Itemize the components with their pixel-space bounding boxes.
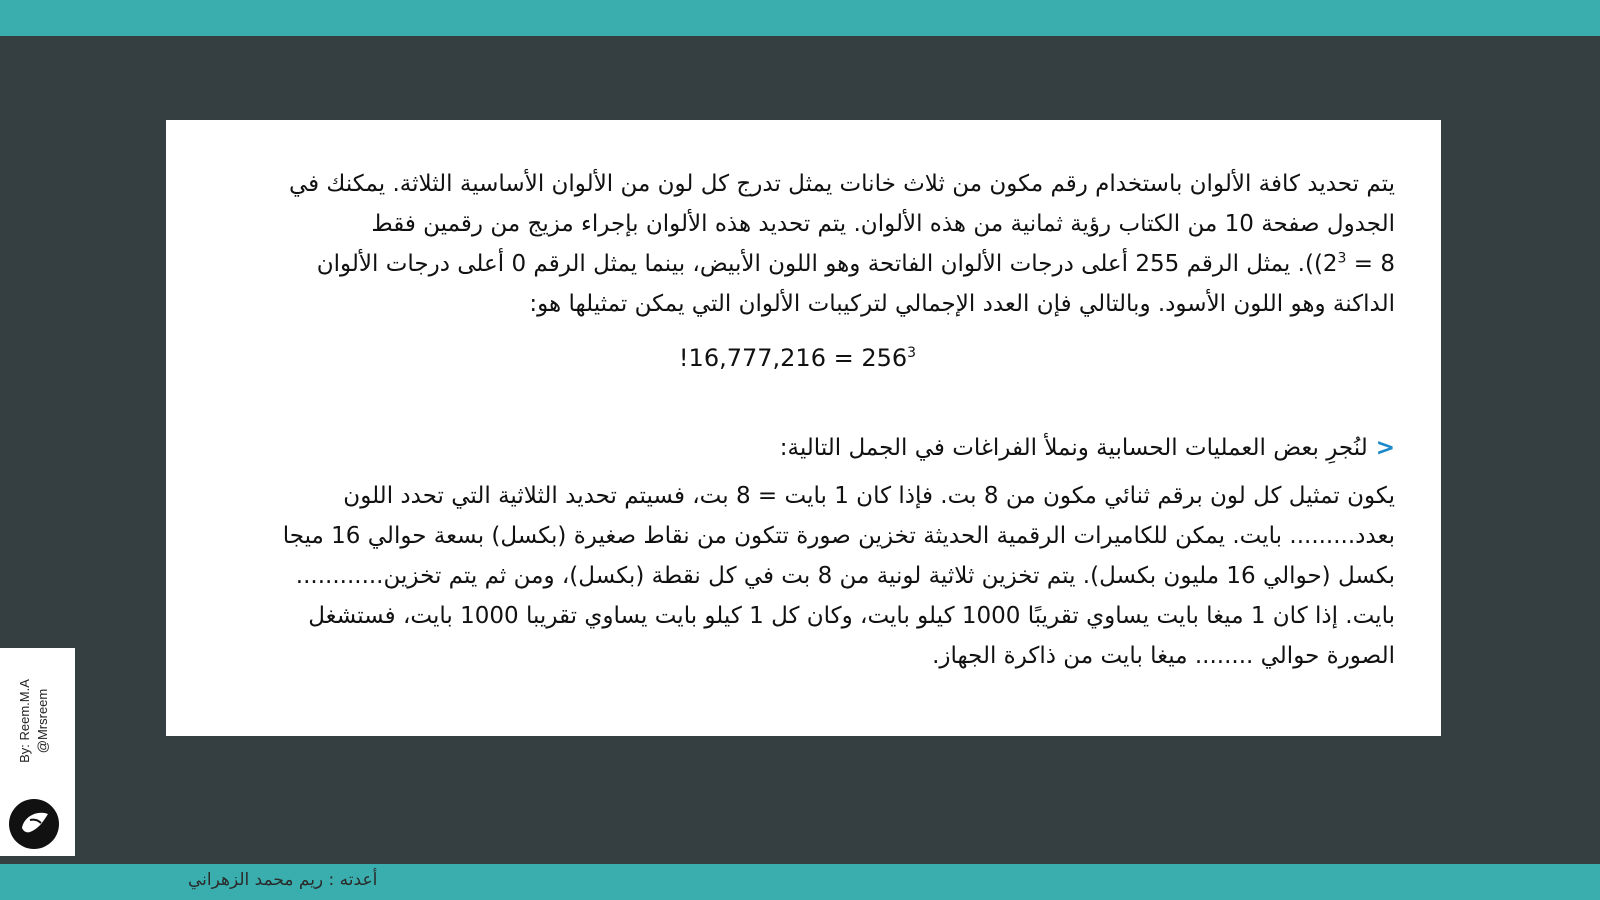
- exercise-line-5: الصورة حوالي ........ ميغا بايت من ذاكرة الجهاز.: [932, 643, 1395, 669]
- author-name: By: Reem.M.A: [17, 679, 32, 763]
- exercise-paragraph: [200, 476, 1395, 676]
- document-card: [166, 120, 1441, 736]
- leaf-logo-icon: [8, 798, 60, 850]
- author-handle: @Mrsreem: [35, 688, 50, 754]
- intro-line-4: الداكنة وهو اللون الأسود. وبالتالي فإن العدد الإجمالي لتركيبات الألوان التي يمكن تمثيلها هو:: [529, 291, 1395, 317]
- formula-exponent: 3: [907, 345, 917, 361]
- formula-text: !16,777,216 = 256: [678, 344, 908, 372]
- color-count-formula: [200, 338, 1395, 378]
- intro-line-2: الجدول صفحة 10 من الكتاب رؤية ثمانية من هذه الألوان. يتم تحديد هذه الألوان بإجراء مزيج من رقمين فقط: [371, 211, 1395, 237]
- exercise-line-2: بعدد......... بايت. يمكن للكاميرات الرقمية الحديثة تخزين صورة تتكون من نقاط صغيرة (بكسل) بسعة حوالي 16 ميجا: [282, 523, 1395, 549]
- power-expression: ($2^3 = 8$: [1313, 250, 1395, 277]
- intro-line-1: يتم تحديد كافة الألوان باستخدام رقم مكون من ثلاث خانات يمثل تدرج كل لون من الألوان الأساسية الثلاثة. يمكنك في: [288, 171, 1395, 197]
- top-accent-bar: [0, 0, 1600, 36]
- intro-line-3: $(2^3 = 8)$. يمثل الرقم 255 أعلى درجات الألوان الفاتحة وهو اللون الأبيض، بينما يمثل الرقم 0 أعلى درجات الألوان: [316, 250, 1395, 277]
- exercise-line-1: يكون تمثيل كل لون برقم ثنائي مكون من 8 بت. فإذا كان 1 بايت = 8 بت، فسيتم تحديد الثلاثية التي تحدد اللون: [343, 483, 1395, 509]
- author-badge: [0, 648, 75, 856]
- exercise-heading: [200, 428, 1395, 468]
- footer-credit: أعدته : ريم محمد الزهراني: [188, 870, 378, 890]
- author-text-block: [4, 656, 64, 786]
- chevron-left-icon: <: [1375, 435, 1395, 461]
- intro-paragraph: [200, 164, 1395, 324]
- exercise-line-4: بايت. إذا كان 1 ميغا بايت يساوي تقريبًا 1000 كيلو بايت، وكان كل 1 كيلو بايت يساوي تقريبا 1000 بايت، فستشغل: [308, 603, 1395, 629]
- exercise-heading-text: لنُجرِ بعض العمليات الحسابية ونملأ الفراغات في الجمل التالية:: [779, 435, 1368, 461]
- exercise-line-3: بكسل (حوالي 16 مليون بكسل). يتم تخزين ثلاثية لونية من 8 بت في كل نقطة (بكسل)، ومن ثم يتم تخزين............: [295, 563, 1395, 589]
